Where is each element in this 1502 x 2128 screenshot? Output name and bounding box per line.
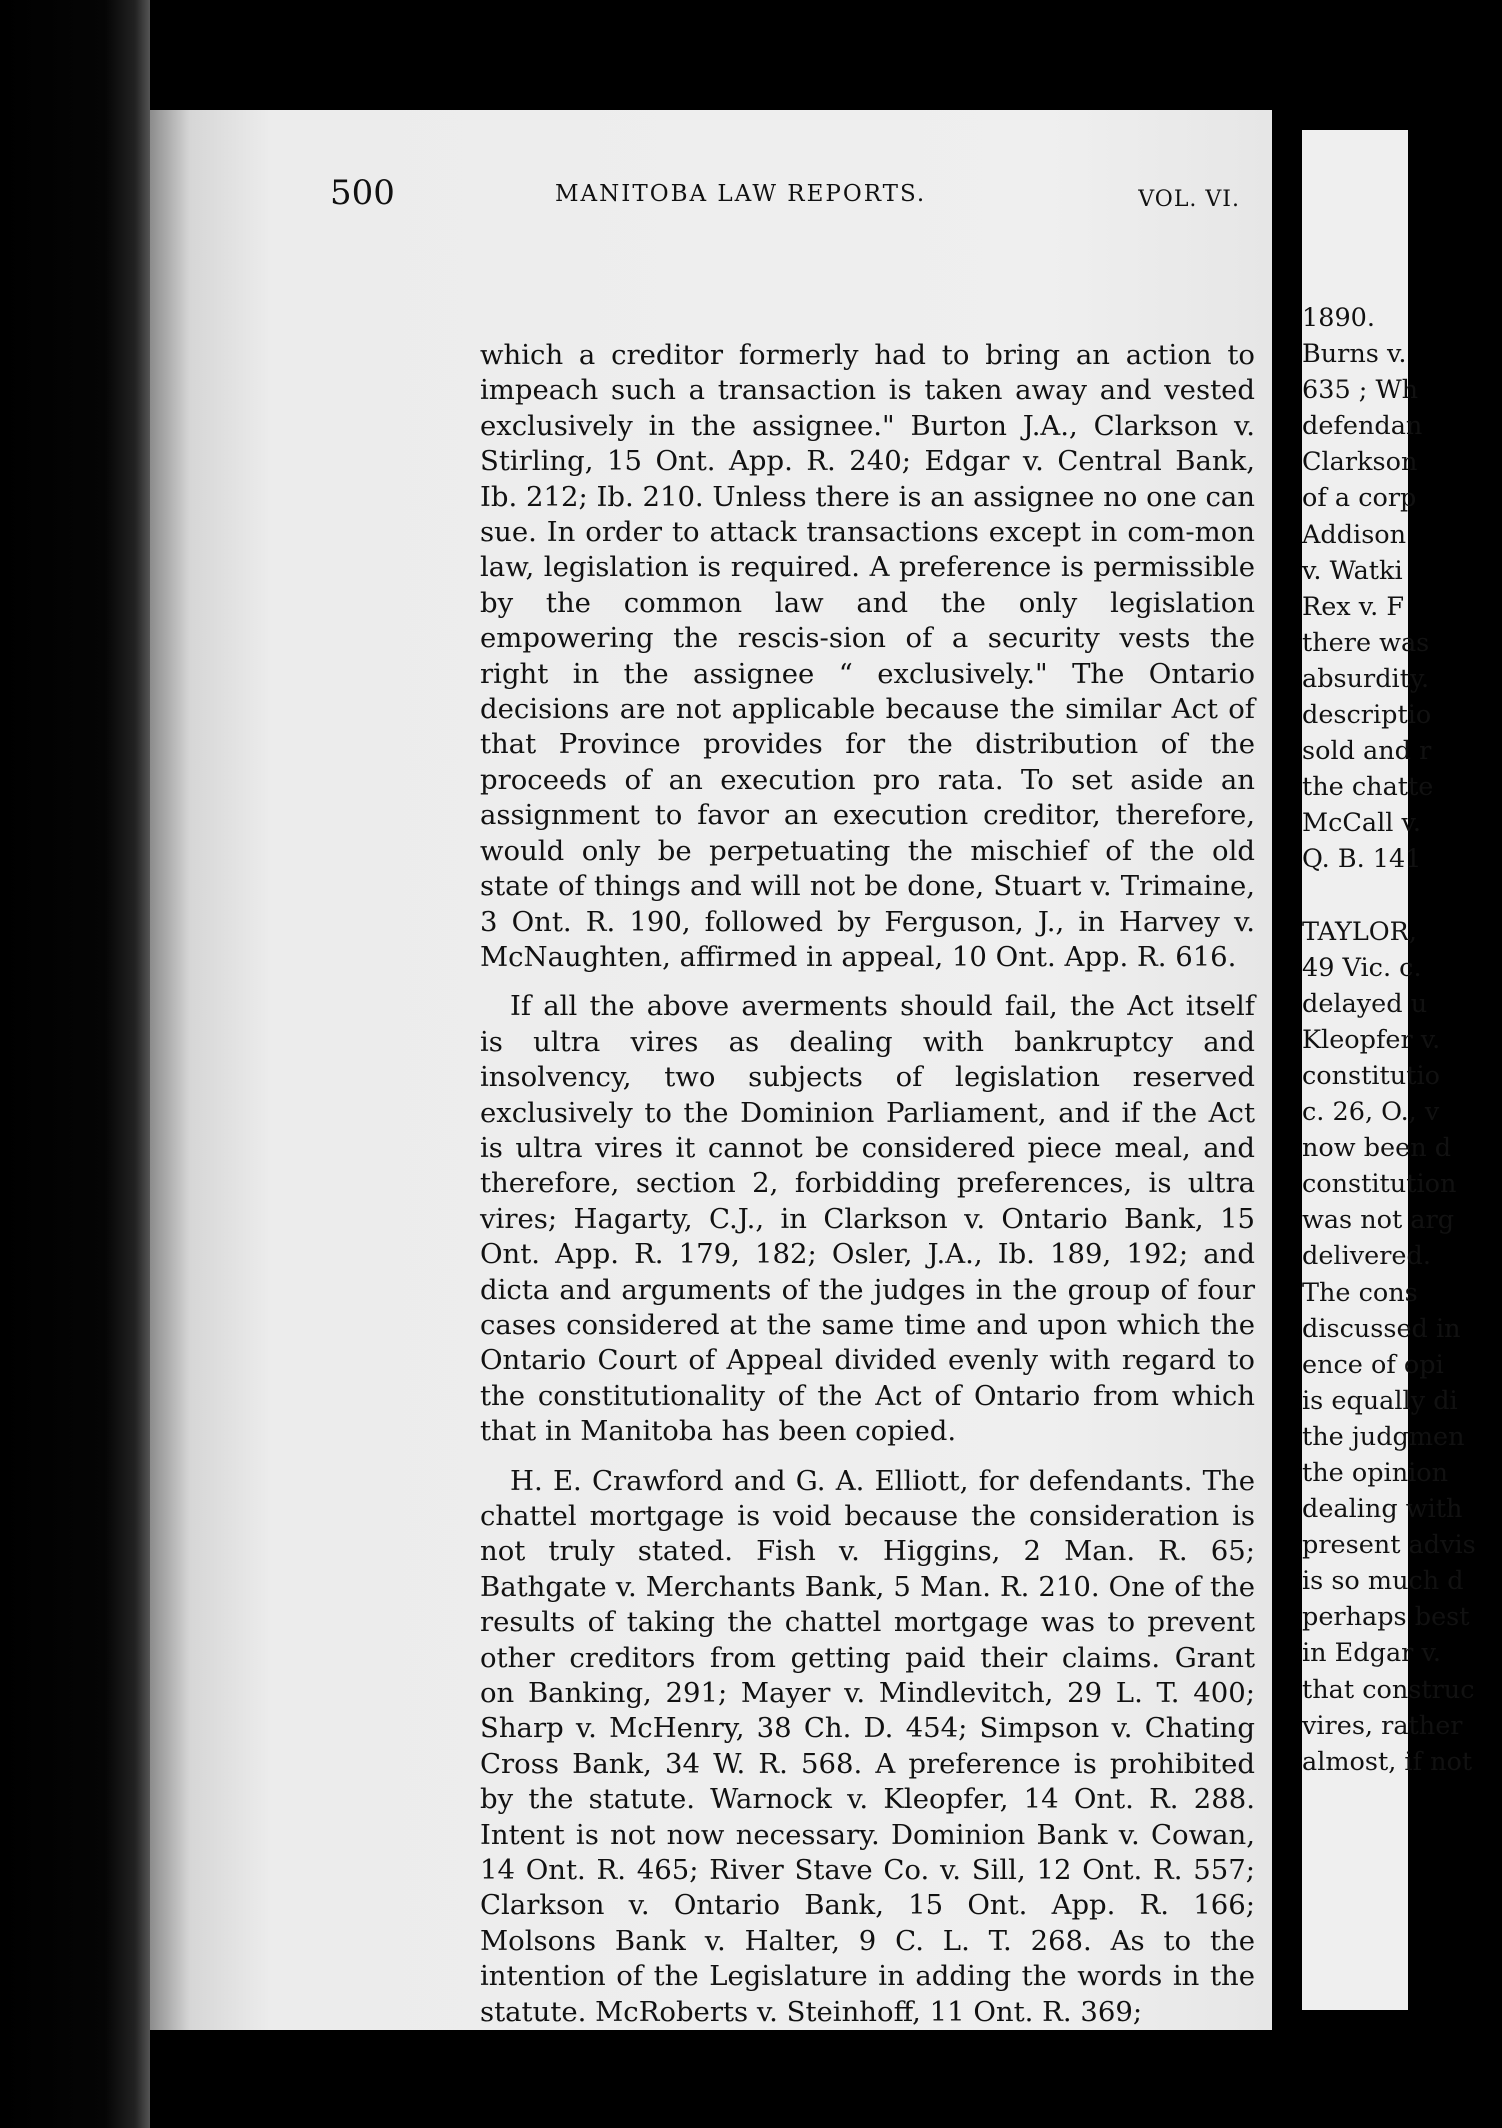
facing-page-line: sold and r	[1302, 736, 1432, 767]
facing-page-text	[1302, 300, 1502, 1780]
facing-page-line: is equally di	[1302, 1385, 1458, 1416]
facing-page-line: now been d	[1302, 1133, 1452, 1164]
facing-page-line: the judgmen	[1302, 1421, 1465, 1452]
facing-page-line: ence of opi	[1302, 1349, 1444, 1380]
facing-page-line: dealing with	[1302, 1494, 1463, 1525]
facing-page-line	[1302, 878, 1502, 914]
facing-page-line: defendan	[1302, 411, 1423, 442]
facing-page-line: Burns v.	[1302, 339, 1407, 370]
facing-page-line: Clarkson	[1302, 447, 1418, 478]
facing-page-line: TAYLOR,	[1302, 916, 1417, 947]
facing-page-line: Addison	[1302, 519, 1407, 550]
facing-page-line: c. 26, O., v	[1302, 1097, 1440, 1128]
paragraph-ultra-vires: If all the above averments should fail, the Act itself is ultra vires as dealing with bankruptcy and insolvency, two subjects of legislation reserved exclusively to the Dominion Parliament, and if the Act is ultra vires it cannot be considered piece meal, and therefore, section 2, forbidding preferences, is ultra vires; Hagarty, C.J., in Clarkson v. Ontario Bank, 15 Ont. App. R. 179, 182; Osler, J.A., Ib. 189, 192; and dicta and arguments of the judges in the group of four cases considered at the same time and upon which the Ontario Court of Appeal divided evenly with regard to the constitutionality of the Act of Ontario from which that in Manitoba has been copied.	[480, 990, 1255, 1448]
facing-page-line: perhaps best	[1302, 1602, 1470, 1633]
facing-page-line: almost, if not	[1302, 1746, 1473, 1777]
facing-page-line: 635 ; Wh	[1302, 375, 1419, 406]
facing-page-line: that construc	[1302, 1674, 1475, 1705]
facing-page-line: vires, rather	[1302, 1710, 1463, 1741]
facing-page-line: constitution	[1302, 1169, 1457, 1200]
facing-page-line: Q. B. 141	[1302, 844, 1422, 875]
facing-page-line: is so much d	[1302, 1566, 1464, 1597]
facing-page-line: was not arg	[1302, 1205, 1455, 1236]
book-spine-shadow	[0, 0, 150, 2128]
facing-page-line: there was	[1302, 627, 1430, 658]
facing-page-line: descriptio	[1302, 700, 1432, 731]
page-header	[330, 165, 1260, 225]
facing-page-line: 49 Vic. c.	[1302, 952, 1422, 983]
facing-page-line: present advis	[1302, 1530, 1476, 1561]
paragraph-argument-continued: which a creditor formerly had to bring an action to impeach such a transaction is taken away and vested exclusively in the assignee." Burton J.A., Clarkson v. Stirling, 15 Ont. App. R. 240; Edgar v. Central Bank, Ib. 212; Ib. 210. Unless there is an assignee no one can sue. In order to attack transactions except in com-mon law, legislation is required. A preference is permissible by the common law and the only legislation empowering the rescis-sion of a security vests the right in the assignee “ exclusively." The Ontario decisions are not applicable because the similar Act of that Province provides for the distribution of the proceeds of an execution pro rata. To set aside an assignment to favor an execution creditor, therefore, would only be perpetuating the mischief of the old state of things and will not be done, Stuart v. Trimaine, 3 Ont. R. 190, followed by Ferguson, J., in Harvey v. McNaughten, affirmed in appeal, 10 Ont. App. R. 616.	[480, 339, 1255, 973]
facing-page-line: discussed in	[1302, 1313, 1461, 1344]
facing-page-line: constitutio	[1302, 1060, 1440, 1091]
facing-page-line: v. Watki	[1302, 555, 1403, 586]
page-gutter	[1272, 130, 1302, 2010]
facing-page-line: delivered.	[1302, 1241, 1431, 1272]
facing-page-line: in Edgar v.	[1302, 1638, 1441, 1669]
volume-label: VOL. VI.	[1138, 187, 1240, 212]
facing-page-line: The cons	[1302, 1277, 1418, 1308]
facing-page-line: of a corp	[1302, 483, 1417, 514]
body-text	[480, 338, 1255, 2030]
facing-page-line: absurdity.	[1302, 663, 1430, 694]
facing-page-line: Rex v. F	[1302, 591, 1405, 622]
running-title: MANITOBA LAW REPORTS.	[555, 181, 927, 207]
facing-page-line: the chatte	[1302, 772, 1434, 803]
facing-page-folio: 1890.	[1302, 303, 1376, 333]
paragraph-defendants-counsel: H. E. Crawford and G. A. Elliott, for defendants. The chattel mortgage is void because the consideration is not truly stated. Fish v. Higgins, 2 Man. R. 65; Bathgate v. Merchants Bank, 5 Man. R. 210. One of the results of taking the chattel mortgage was to prevent other creditors from getting paid their claims. Grant on Banking, 291; Mayer v. Mindlevitch, 29 L. T. 400; Sharp v. McHenry, 38 Ch. D. 454; Simpson v. Chating Cross Bank, 34 W. R. 568. A preference is prohibited by the statute. Warnock v. Kleopfer, 14 Ont. R. 288. Intent is not now necessary. Dominion Bank v. Cowan, 14 Ont. R. 465; River Stave Co. v. Sill, 12 Ont. R. 557; Clarkson v. Ontario Bank, 15 Ont. App. R. 166; Molsons Bank v. Halter, 9 C. L. T. 268. As to the intention of the Legislature in adding the words in the statute. McRoberts v. Steinhoff, 11 Ont. R. 369;	[480, 1464, 1255, 2028]
page-number: 500	[330, 173, 395, 213]
facing-page-line: the opinion	[1302, 1458, 1449, 1488]
facing-page-line: delayed u	[1302, 988, 1428, 1019]
facing-page-line: Kleopfer v.	[1302, 1024, 1441, 1055]
facing-page-line: McCall v.	[1302, 808, 1422, 839]
